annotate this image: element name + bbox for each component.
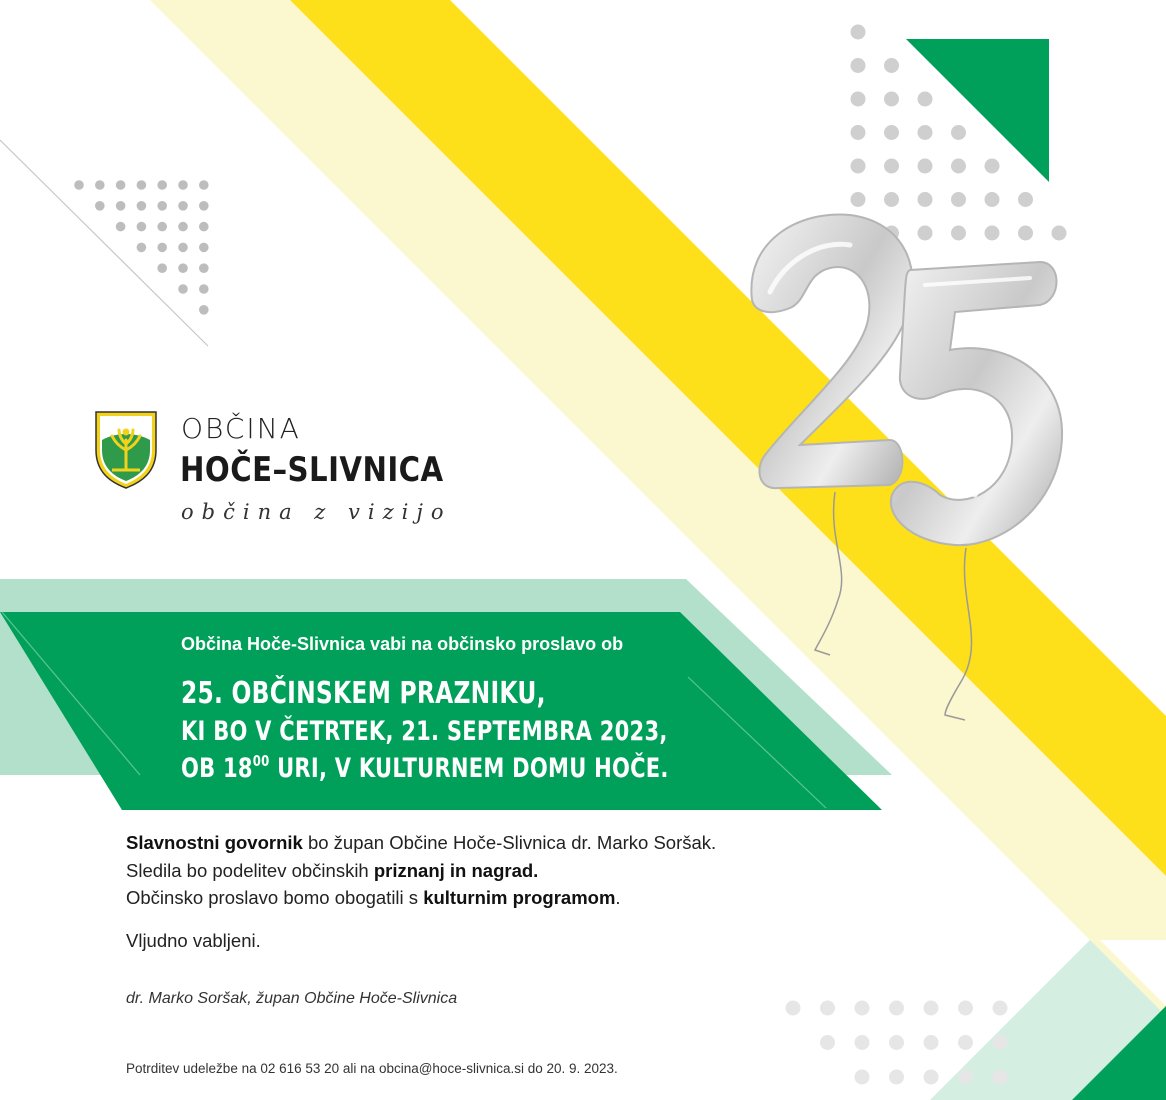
logo-word-hoce-slivnica: HOČE–SLIVNICA <box>180 450 444 490</box>
body-line-1 <box>126 832 716 854</box>
body-line-2 <box>126 860 538 882</box>
body-line-3-post: . <box>615 887 621 908</box>
body-line-1-rest: bo župan Občine Hoče-Slivnica dr. Marko Soršak. <box>302 832 717 853</box>
body-line-3-pre: Občinsko proslavo bomo obogatili s <box>126 887 424 908</box>
digit-2 <box>751 214 912 488</box>
body-line-3-bold: kulturnim programom <box>423 887 616 908</box>
body-line-1-bold: Slavnostni govornik <box>126 832 303 853</box>
balloon-string-2 <box>815 492 842 655</box>
headline-3 <box>181 752 669 784</box>
logo-word-obcina: OBČINA <box>181 412 301 445</box>
headline-1: 25. OBČINSKEM PRAZNIKU, <box>181 676 546 711</box>
body-line-3 <box>126 887 621 909</box>
headline-3-sup: 00 <box>252 752 270 770</box>
body-line-2-bold: priznanj in nagrad. <box>373 860 539 881</box>
headline-3-pre: OB 18 <box>181 753 253 784</box>
digit-5 <box>891 262 1062 545</box>
balloon-string-5 <box>945 548 972 720</box>
footer-rsvp: Potrditev udeležbe na 02 616 53 20 ali na obcina@hoce-slivnica.si do 20. 9. 2023. <box>126 1061 618 1076</box>
headline-3-post: URI, V KULTURNEM DOMU HOČE. <box>269 753 669 784</box>
headline-2: KI BO V ČETRTEK, 21. SEPTEMBRA 2023, <box>181 716 668 747</box>
signature: dr. Marko Soršak, župan Občine Hoče-Slivnica <box>126 990 458 1007</box>
body-line-2-pre: Sledila bo podelitev občinskih <box>126 860 374 881</box>
closing-line: Vljudno vabljeni. <box>126 930 261 951</box>
logo-slogan: občina z vizijo <box>181 500 452 524</box>
crest-icon <box>94 410 158 490</box>
invite-line: Občina Hoče-Slivnica vabi na občinsko proslavo ob <box>181 634 624 654</box>
